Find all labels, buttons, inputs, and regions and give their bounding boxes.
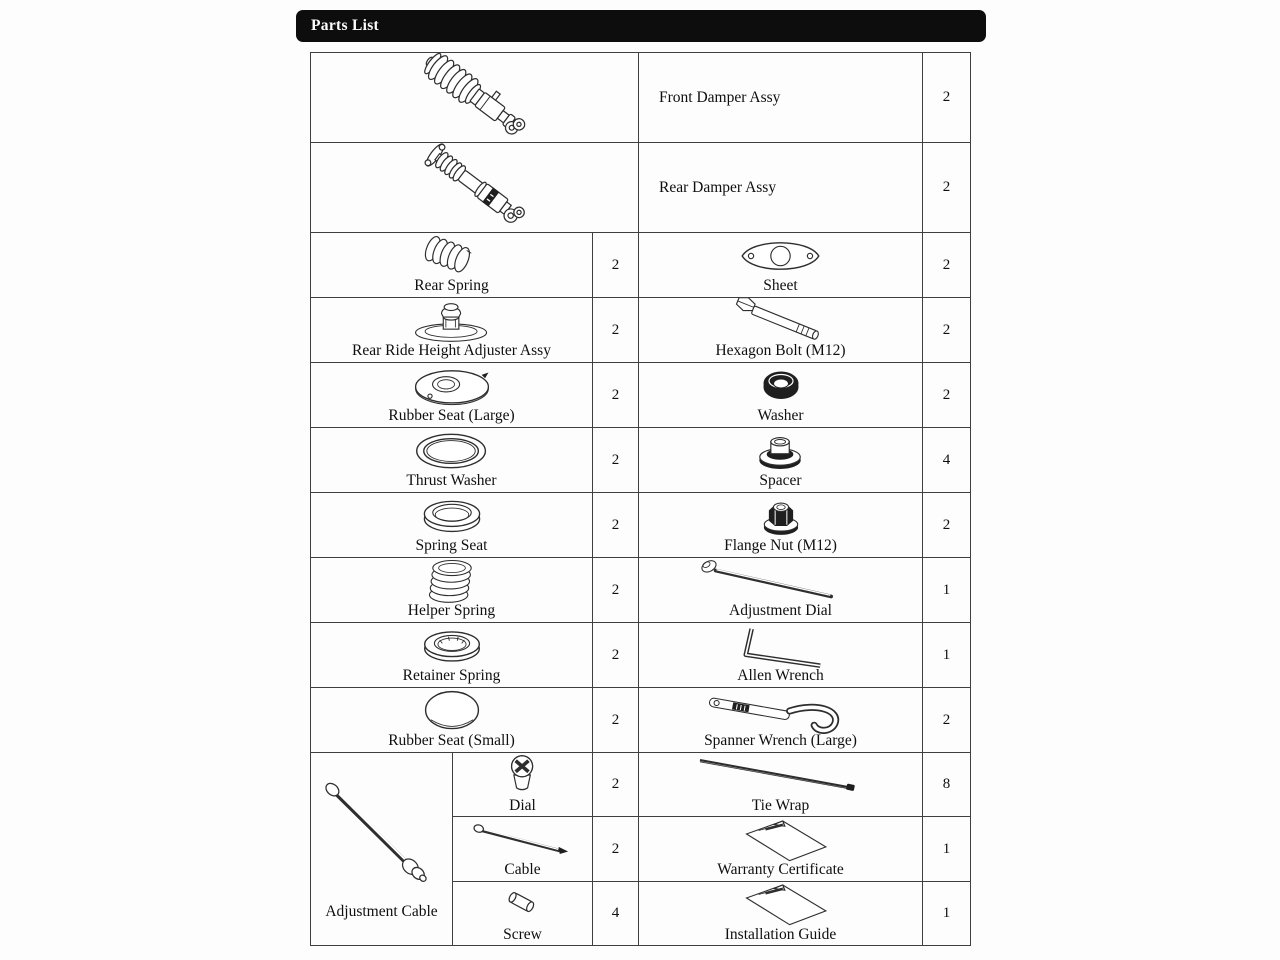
part-qty: 2 — [942, 516, 951, 533]
adjustment-dial-icon — [673, 558, 888, 604]
part-qty-cell — [923, 753, 971, 817]
part-label: Hexagon Bolt (M12) — [715, 342, 846, 360]
part-qty: 2 — [611, 840, 620, 857]
screw-icon — [499, 887, 547, 921]
part-label: Helper Spring — [407, 602, 496, 620]
part-label: Dial — [509, 796, 536, 814]
part-qty: 2 — [611, 451, 620, 468]
helper-spring-icon — [406, 558, 498, 604]
dial-icon — [494, 753, 552, 797]
part-qty: 1 — [942, 840, 951, 857]
flange-nut-icon — [750, 493, 812, 539]
cable-icon — [463, 820, 583, 860]
part-label: Installation Guide — [724, 925, 837, 943]
part-label: Rubber Seat (Small) — [388, 732, 515, 750]
part-label: Spring Seat — [415, 537, 488, 555]
part-qty: 2 — [611, 321, 620, 338]
table-row — [311, 233, 971, 298]
part-qty: 1 — [942, 646, 951, 663]
warranty-certificate-icon — [711, 817, 851, 865]
part-label: Adjustment Cable — [325, 903, 438, 921]
rubber-seat-small-icon — [402, 689, 502, 733]
rear-damper-icon — [315, 143, 635, 227]
installation-guide-icon — [711, 882, 851, 930]
part-label: Spanner Wrench (Large) — [704, 732, 857, 750]
part-qty: 2 — [942, 386, 951, 403]
front-damper-cell — [311, 53, 639, 143]
part-label: Warranty Certificate — [717, 861, 844, 879]
part-qty-cell — [593, 558, 639, 623]
spanner-wrench-large-icon — [678, 688, 883, 734]
adjustment-cable-icon — [317, 775, 447, 890]
retainer-spring-icon — [402, 624, 502, 668]
part-qty: 8 — [942, 776, 951, 792]
spring-seat-icon — [402, 493, 502, 539]
part-qty: 2 — [942, 179, 951, 195]
part-qty-cell — [923, 428, 971, 493]
part-qty-cell — [923, 817, 971, 882]
part-qty: 2 — [942, 711, 951, 728]
part-cell — [311, 623, 593, 688]
part-qty-cell — [923, 298, 971, 363]
part-label: Screw — [503, 925, 542, 943]
table-row — [311, 363, 971, 428]
part-cell — [639, 298, 923, 363]
part-qty-cell — [593, 428, 639, 493]
table-row — [311, 53, 971, 143]
part-qty-cell — [593, 688, 639, 753]
part-qty: 2 — [611, 516, 620, 533]
part-label: Flange Nut (M12) — [724, 537, 837, 555]
table-row — [311, 428, 971, 493]
page-title: Parts List — [311, 17, 380, 34]
part-label: Cable — [504, 861, 541, 879]
part-qty-cell — [923, 363, 971, 428]
adjustment-cable-cell — [311, 753, 453, 946]
part-qty-cell — [593, 817, 639, 882]
part-cell — [453, 753, 593, 817]
part-cell — [311, 493, 593, 558]
part-qty-cell — [923, 882, 971, 946]
part-qty-cell — [923, 53, 971, 143]
parts-table — [310, 52, 971, 946]
part-label: Washer — [757, 407, 804, 425]
part-qty: 2 — [611, 581, 620, 598]
part-qty-cell — [593, 623, 639, 688]
thrust-washer-icon — [399, 429, 504, 473]
tie-wrap-icon — [673, 753, 888, 797]
front-damper-icon — [315, 53, 635, 137]
table-row — [311, 298, 971, 363]
part-cell — [639, 428, 923, 493]
part-label: Retainer Spring — [402, 667, 501, 685]
sheet-icon — [733, 234, 828, 278]
washer-icon — [751, 366, 811, 406]
part-qty: 2 — [611, 386, 620, 403]
table-row — [311, 493, 971, 558]
part-label: Thrust Washer — [406, 472, 497, 490]
part-cell — [311, 428, 593, 493]
part-cell — [311, 233, 593, 298]
table-row — [311, 623, 971, 688]
part-qty-cell — [593, 233, 639, 298]
part-qty-cell — [593, 493, 639, 558]
rear-spring-icon — [407, 234, 497, 278]
part-cell — [639, 817, 923, 882]
part-qty-cell — [923, 493, 971, 558]
part-qty-cell — [923, 558, 971, 623]
part-qty-cell — [593, 753, 639, 817]
part-qty-cell — [923, 143, 971, 233]
table-row — [311, 558, 971, 623]
part-label: Sheet — [763, 277, 798, 295]
parts-list-header — [296, 10, 986, 42]
rear-ride-height-adjuster-icon — [394, 298, 509, 343]
part-cell — [311, 363, 593, 428]
part-qty: 4 — [611, 905, 620, 921]
rubber-seat-large-icon — [396, 364, 508, 408]
rear-damper-cell — [311, 143, 639, 233]
part-label: Rear Ride Height Adjuster Assy — [352, 342, 551, 360]
part-cell — [639, 363, 923, 428]
part-cell — [453, 882, 593, 946]
part-cell — [639, 882, 923, 946]
part-cell — [639, 558, 923, 623]
part-qty-cell — [593, 882, 639, 946]
part-label: Spacer — [759, 472, 802, 490]
part-cell — [639, 688, 923, 753]
part-cell — [311, 558, 593, 623]
part-label: Rubber Seat (Large) — [388, 407, 515, 425]
part-name-cell — [639, 143, 923, 233]
part-qty: 1 — [942, 905, 951, 921]
part-qty-cell — [593, 363, 639, 428]
part-qty: 2 — [942, 321, 951, 338]
part-qty-cell — [923, 688, 971, 753]
table-row — [311, 753, 971, 817]
part-qty: 2 — [611, 256, 620, 273]
part-cell — [639, 493, 923, 558]
part-label: Front Damper Assy — [659, 88, 781, 106]
part-cell — [311, 688, 593, 753]
part-qty: 2 — [611, 776, 620, 792]
part-qty-cell — [923, 623, 971, 688]
part-qty: 2 — [942, 256, 951, 273]
table-row — [311, 688, 971, 753]
part-label: Allen Wrench — [737, 667, 824, 685]
part-cell — [639, 753, 923, 817]
part-qty-cell — [593, 298, 639, 363]
spacer-icon — [743, 428, 818, 474]
part-qty: 1 — [942, 581, 951, 598]
part-qty: 2 — [611, 646, 620, 663]
part-qty: 4 — [942, 451, 951, 468]
part-name-cell — [639, 53, 923, 143]
table-row — [311, 143, 971, 233]
part-cell — [311, 298, 593, 363]
part-cell — [639, 233, 923, 298]
part-qty-cell — [923, 233, 971, 298]
hexagon-bolt-icon — [716, 298, 846, 343]
part-cell — [639, 623, 923, 688]
part-label: Rear Spring — [414, 277, 489, 295]
part-qty: 2 — [942, 89, 951, 105]
part-qty: 2 — [611, 711, 620, 728]
part-label: Adjustment Dial — [729, 602, 832, 620]
part-label: Tie Wrap — [751, 796, 810, 814]
allen-wrench-icon — [713, 623, 848, 669]
part-cell — [453, 817, 593, 882]
part-label: Rear Damper Assy — [659, 178, 777, 196]
